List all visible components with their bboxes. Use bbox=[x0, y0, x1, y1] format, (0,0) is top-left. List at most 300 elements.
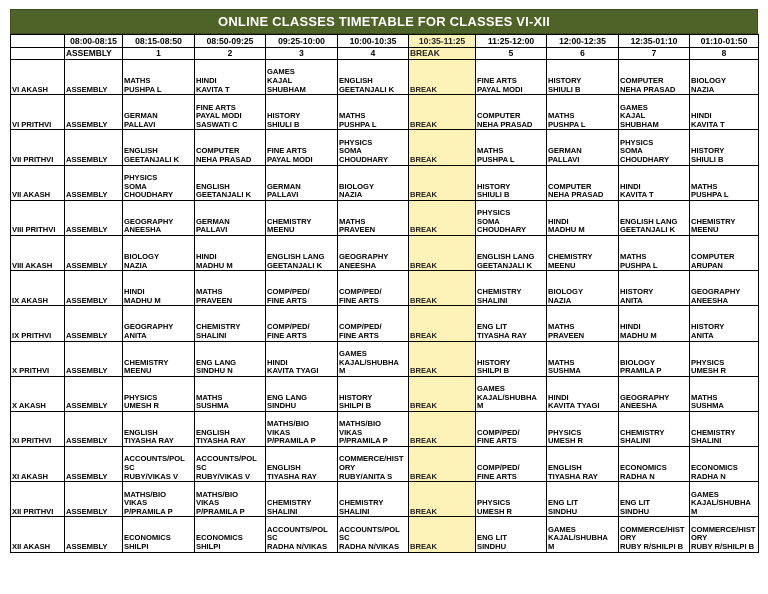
table-row bbox=[11, 447, 759, 482]
period-cell bbox=[195, 95, 266, 130]
assembly-cell bbox=[65, 517, 123, 552]
break-cell bbox=[409, 60, 476, 95]
period-cell bbox=[619, 200, 690, 235]
header-period-row bbox=[11, 48, 759, 60]
period-cell bbox=[476, 95, 547, 130]
break-cell bbox=[409, 447, 476, 482]
cell-line: COMMERCE/HIST bbox=[691, 524, 756, 534]
cell-line: BREAK bbox=[410, 190, 438, 200]
cell-line: HISTORY bbox=[620, 287, 654, 297]
period-cell bbox=[266, 376, 338, 411]
period-cell bbox=[266, 482, 338, 517]
cell-line: MATHS bbox=[691, 392, 718, 402]
class-name-cell: VI PRITHVI bbox=[11, 95, 65, 130]
cell-line: MADHU M bbox=[196, 260, 233, 270]
period-cell bbox=[619, 130, 690, 165]
cell-line: GEETANJALI K bbox=[477, 260, 533, 270]
table-row bbox=[11, 517, 759, 552]
cell-line: GAMES bbox=[339, 348, 367, 358]
cell-line: UMESH R bbox=[477, 506, 513, 516]
period-cell bbox=[619, 165, 690, 200]
cell-line: PHYSICS bbox=[620, 137, 654, 147]
period-cell bbox=[547, 95, 619, 130]
cell-line: MEENU bbox=[548, 260, 576, 270]
cell-line: GEETANJALI K bbox=[339, 84, 395, 94]
cell-line: ASSEMBLY bbox=[66, 542, 108, 552]
cell-line: SHALINI bbox=[339, 506, 370, 516]
cell-line: SOMA bbox=[477, 216, 500, 226]
cell-line: COMP/PED/ bbox=[339, 287, 382, 297]
period-cell bbox=[195, 200, 266, 235]
cell-line: SOMA bbox=[620, 146, 643, 156]
period-cell bbox=[690, 235, 759, 270]
cell-line: PUSHPA L bbox=[339, 119, 377, 129]
period-cell bbox=[690, 482, 759, 517]
period-cell bbox=[195, 306, 266, 341]
period-cell bbox=[619, 60, 690, 95]
period-cell bbox=[476, 200, 547, 235]
cell-line: ECONOMICS bbox=[196, 533, 243, 543]
cell-line: PHYSICS bbox=[691, 357, 725, 367]
period-cell bbox=[547, 517, 619, 552]
cell-line: KAVITA T bbox=[620, 190, 654, 200]
cell-line: ANEESHA bbox=[691, 295, 729, 305]
cell-line: MATHS bbox=[124, 76, 151, 85]
cell-line: SC bbox=[196, 463, 207, 473]
cell-line: PAYAL MODI bbox=[267, 154, 313, 164]
break-cell bbox=[409, 341, 476, 376]
period-cell bbox=[266, 341, 338, 376]
period-cell bbox=[690, 165, 759, 200]
cell-line: UMESH R bbox=[548, 436, 584, 446]
cell-line: KAVITA T bbox=[196, 84, 230, 94]
cell-line: COMP/PED/ bbox=[339, 322, 382, 332]
class-name-cell: XI AKASH bbox=[11, 447, 65, 482]
header-time-5: 10:00-10:35 bbox=[338, 35, 409, 48]
class-name-cell: VIII AKASH bbox=[11, 235, 65, 270]
cell-line: ANITA bbox=[620, 295, 643, 305]
cell-line: CHOUDHARY bbox=[339, 154, 389, 164]
cell-line: HISTORY bbox=[477, 357, 511, 367]
cell-line: HISTORY bbox=[339, 392, 373, 402]
cell-line: SC bbox=[124, 463, 135, 473]
cell-line: BREAK bbox=[410, 401, 438, 411]
header-period-3: 2 bbox=[195, 48, 266, 60]
period-cell bbox=[266, 60, 338, 95]
assembly-cell bbox=[65, 235, 123, 270]
cell-line: PALLAVI bbox=[124, 119, 156, 129]
cell-line: PHYSICS bbox=[477, 208, 511, 218]
cell-line: BIOLOGY bbox=[124, 251, 160, 261]
break-cell bbox=[409, 235, 476, 270]
period-cell bbox=[476, 165, 547, 200]
period-cell bbox=[547, 60, 619, 95]
cell-line: CHEMISTRY bbox=[620, 427, 665, 437]
table-row bbox=[11, 271, 759, 306]
assembly-cell bbox=[65, 447, 123, 482]
cell-line: KAJAL/SHUBHA bbox=[339, 357, 399, 367]
cell-line: P/PRAMILA P bbox=[267, 436, 316, 446]
break-cell bbox=[409, 376, 476, 411]
period-cell bbox=[266, 95, 338, 130]
period-cell bbox=[195, 271, 266, 306]
period-cell bbox=[690, 271, 759, 306]
cell-line: ENGLISH bbox=[548, 463, 582, 473]
period-cell bbox=[619, 271, 690, 306]
cell-line: ECONOMICS bbox=[691, 463, 738, 473]
cell-line: VIKAS bbox=[124, 498, 148, 508]
cell-line: BREAK bbox=[410, 225, 438, 235]
cell-line: ECONOMICS bbox=[620, 463, 667, 473]
cell-line: ANITA bbox=[124, 330, 147, 340]
table-row bbox=[11, 376, 759, 411]
class-name-cell: X PRITHVI bbox=[11, 341, 65, 376]
period-cell bbox=[619, 235, 690, 270]
cell-line: COMPUTER bbox=[477, 111, 521, 121]
cell-line: MEENU bbox=[267, 225, 295, 235]
period-cell bbox=[476, 482, 547, 517]
period-cell bbox=[123, 447, 195, 482]
header-period-4: 3 bbox=[266, 48, 338, 60]
period-cell bbox=[338, 200, 409, 235]
period-cell bbox=[266, 235, 338, 270]
header-time-4: 09:25-10:00 bbox=[266, 35, 338, 48]
cell-line: FINE ARTS bbox=[267, 330, 307, 340]
cell-line: TIYASHA RAY bbox=[267, 471, 317, 481]
cell-line: MADHU M bbox=[620, 330, 657, 340]
header-period-5: 4 bbox=[338, 48, 409, 60]
cell-line: SHALINI bbox=[267, 506, 298, 516]
cell-line: COMP/PED/ bbox=[477, 463, 520, 473]
cell-line: ENGLISH LANG bbox=[267, 251, 325, 261]
cell-line: BREAK bbox=[410, 542, 438, 552]
cell-line: CHEMISTRY bbox=[691, 216, 736, 226]
period-cell bbox=[123, 95, 195, 130]
cell-line: ASSEMBLY bbox=[66, 295, 108, 305]
cell-line: GAMES bbox=[691, 489, 719, 499]
cell-line: PHYSICS bbox=[477, 498, 511, 508]
break-cell bbox=[409, 271, 476, 306]
cell-line: FINE ARTS bbox=[477, 76, 517, 85]
cell-line: CHOUDHARY bbox=[477, 225, 527, 235]
cell-line: HINDI bbox=[196, 76, 217, 85]
class-name-cell: IX AKASH bbox=[11, 271, 65, 306]
cell-line: HINDI bbox=[620, 181, 641, 191]
cell-line: PALLAVI bbox=[196, 225, 228, 235]
period-cell bbox=[123, 376, 195, 411]
header-time-8: 12:00-12:35 bbox=[547, 35, 619, 48]
assembly-cell bbox=[65, 271, 123, 306]
period-cell bbox=[338, 60, 409, 95]
period-cell bbox=[123, 200, 195, 235]
class-name-cell: X AKASH bbox=[11, 376, 65, 411]
cell-line: COMP/PED/ bbox=[267, 287, 310, 297]
cell-line: GAMES bbox=[548, 524, 576, 534]
cell-line: ENG LIT bbox=[548, 498, 578, 508]
break-cell bbox=[409, 95, 476, 130]
cell-line: KAJAL bbox=[267, 76, 293, 85]
cell-line: PRAVEEN bbox=[548, 330, 585, 340]
cell-line: ACCOUNTS/POL bbox=[339, 524, 400, 534]
cell-line: COMMERCE/HIST bbox=[339, 454, 404, 464]
period-cell bbox=[195, 130, 266, 165]
header-corner bbox=[11, 35, 65, 48]
period-cell bbox=[195, 341, 266, 376]
period-cell bbox=[266, 165, 338, 200]
cell-line: MATHS bbox=[196, 287, 223, 297]
cell-line: ENGLISH bbox=[339, 76, 373, 85]
header-time-row bbox=[11, 35, 759, 48]
assembly-cell bbox=[65, 95, 123, 130]
cell-line: SHILPI B bbox=[339, 401, 372, 411]
period-cell bbox=[195, 376, 266, 411]
period-cell bbox=[476, 306, 547, 341]
cell-line: RUBY R/SHILPI B bbox=[691, 542, 755, 552]
period-cell bbox=[619, 411, 690, 446]
period-cell bbox=[266, 447, 338, 482]
cell-line: FINE ARTS bbox=[477, 436, 517, 446]
header-time-7: 11:25-12:00 bbox=[476, 35, 547, 48]
cell-line: GEOGRAPHY bbox=[620, 392, 670, 402]
period-cell bbox=[123, 306, 195, 341]
period-cell bbox=[476, 271, 547, 306]
cell-line: SHIULI B bbox=[691, 154, 724, 164]
cell-line: HISTORY bbox=[548, 76, 582, 85]
cell-line: M bbox=[691, 506, 698, 516]
period-cell bbox=[338, 517, 409, 552]
cell-line: ASSEMBLY bbox=[66, 330, 108, 340]
period-cell bbox=[619, 517, 690, 552]
cell-line: ASSEMBLY bbox=[66, 436, 108, 446]
cell-line: NEHA PRASAD bbox=[477, 119, 533, 129]
cell-line: SINDHU bbox=[620, 506, 650, 516]
cell-line: HINDI bbox=[196, 251, 217, 261]
cell-line: ENG LIT bbox=[477, 322, 507, 332]
cell-line: GEOGRAPHY bbox=[691, 287, 741, 297]
cell-line: ASSEMBLY bbox=[66, 260, 108, 270]
class-name-cell: XII AKASH bbox=[11, 517, 65, 552]
period-cell bbox=[338, 447, 409, 482]
period-cell bbox=[690, 306, 759, 341]
header-time-2: 08:15-08:50 bbox=[123, 35, 195, 48]
assembly-cell bbox=[65, 165, 123, 200]
cell-line: GEETANJALI K bbox=[196, 190, 252, 200]
cell-line: CHEMISTRY bbox=[691, 427, 736, 437]
cell-line: M bbox=[339, 366, 346, 376]
period-cell bbox=[338, 306, 409, 341]
class-name-cell: XII PRITHVI bbox=[11, 482, 65, 517]
cell-line: HISTORY bbox=[477, 181, 511, 191]
cell-line: KAJAL bbox=[620, 111, 646, 121]
header-period-8: 6 bbox=[547, 48, 619, 60]
cell-line: GEETANJALI K bbox=[267, 260, 323, 270]
cell-line: ENG LIT bbox=[620, 498, 650, 508]
period-cell bbox=[547, 130, 619, 165]
cell-line: ENGLISH LANG bbox=[620, 216, 678, 226]
cell-line: SHILPI B bbox=[477, 366, 510, 376]
cell-line: MEENU bbox=[124, 366, 152, 376]
cell-line: GAMES bbox=[477, 384, 505, 394]
period-cell bbox=[476, 376, 547, 411]
header-time-10: 01:10-01:50 bbox=[690, 35, 759, 48]
cell-line: GERMAN bbox=[124, 111, 158, 121]
class-name-cell: VII AKASH bbox=[11, 165, 65, 200]
period-cell bbox=[338, 482, 409, 517]
cell-line: RADHA N bbox=[691, 471, 726, 481]
cell-line: CHEMISTRY bbox=[267, 498, 312, 508]
cell-line: ENG LANG bbox=[196, 357, 237, 367]
period-cell bbox=[123, 341, 195, 376]
cell-line: SINDHU bbox=[477, 542, 507, 552]
cell-line: GEOGRAPHY bbox=[124, 216, 174, 226]
cell-line: CHEMISTRY bbox=[267, 216, 312, 226]
cell-line: MADHU M bbox=[124, 295, 161, 305]
period-cell bbox=[690, 200, 759, 235]
cell-line: ARUPAN bbox=[691, 260, 723, 270]
period-cell bbox=[619, 341, 690, 376]
period-cell bbox=[266, 130, 338, 165]
period-cell bbox=[476, 411, 547, 446]
timetable-grid bbox=[10, 34, 759, 553]
cell-line: BREAK bbox=[410, 84, 438, 94]
cell-line: CHOUDHARY bbox=[124, 190, 174, 200]
period-cell bbox=[619, 95, 690, 130]
header-period-6: BREAK bbox=[409, 48, 476, 60]
cell-line: NAZIA bbox=[691, 84, 715, 94]
header-period-9: 7 bbox=[619, 48, 690, 60]
cell-line: ENGLISH bbox=[267, 463, 301, 473]
period-cell bbox=[547, 411, 619, 446]
cell-line: GAMES bbox=[267, 67, 295, 77]
period-cell bbox=[547, 376, 619, 411]
cell-line: M bbox=[548, 542, 555, 552]
cell-line: HINDI bbox=[620, 322, 641, 332]
cell-line: PAYAL MODI bbox=[477, 84, 523, 94]
cell-line: ENG LIT bbox=[477, 533, 507, 543]
cell-line: GERMAN bbox=[548, 146, 582, 156]
table-row bbox=[11, 341, 759, 376]
period-cell bbox=[476, 517, 547, 552]
cell-line: TIYASHA RAY bbox=[548, 471, 598, 481]
cell-line: SHALINI bbox=[196, 330, 227, 340]
period-cell bbox=[476, 447, 547, 482]
period-cell bbox=[338, 95, 409, 130]
cell-line: KAVITA TYAGI bbox=[267, 366, 319, 376]
period-cell bbox=[619, 482, 690, 517]
period-cell bbox=[195, 235, 266, 270]
period-cell bbox=[195, 411, 266, 446]
header-period-corner bbox=[11, 48, 65, 60]
cell-line: ANEESHA bbox=[339, 260, 377, 270]
cell-line: HINDI bbox=[124, 287, 145, 297]
cell-line: TIYASHA RAY bbox=[477, 330, 527, 340]
table-row bbox=[11, 411, 759, 446]
cell-line: PRAVEEN bbox=[196, 295, 233, 305]
cell-line: SHALINI bbox=[477, 295, 508, 305]
cell-line: PALLAVI bbox=[267, 190, 299, 200]
cell-line: PUSHPA L bbox=[620, 260, 658, 270]
cell-line: COMP/PED/ bbox=[477, 427, 520, 437]
table-row bbox=[11, 60, 759, 95]
period-cell bbox=[266, 306, 338, 341]
cell-line: GEOGRAPHY bbox=[339, 251, 389, 261]
period-cell bbox=[266, 271, 338, 306]
cell-line: ANEESHA bbox=[124, 225, 162, 235]
cell-line: SOMA bbox=[124, 181, 147, 191]
cell-line: ORY bbox=[691, 533, 708, 543]
period-cell bbox=[476, 60, 547, 95]
period-cell bbox=[476, 341, 547, 376]
cell-line: MEENU bbox=[691, 225, 719, 235]
cell-line: PHYSICS bbox=[124, 392, 158, 402]
table-row bbox=[11, 482, 759, 517]
cell-line: RADHA N/VIKAS bbox=[267, 542, 328, 552]
assembly-cell bbox=[65, 130, 123, 165]
cell-line: ANITA bbox=[691, 330, 714, 340]
cell-line: RUBY/VIKAS V bbox=[124, 471, 179, 481]
table-row bbox=[11, 200, 759, 235]
cell-line: SUSHMA bbox=[691, 401, 724, 411]
class-name-cell: VIII PRITHVI bbox=[11, 200, 65, 235]
cell-line: MATHS bbox=[548, 357, 575, 367]
cell-line: PRAVEEN bbox=[339, 225, 376, 235]
cell-line: BIOLOGY bbox=[339, 181, 375, 191]
cell-line: ASSEMBLY bbox=[66, 84, 108, 94]
cell-line: SHILPI bbox=[196, 542, 221, 552]
period-cell bbox=[195, 447, 266, 482]
cell-line: SINDHU bbox=[267, 401, 297, 411]
cell-line: SUSHMA bbox=[548, 366, 581, 376]
cell-line: ACCOUNTS/POL bbox=[196, 454, 257, 464]
period-cell bbox=[547, 341, 619, 376]
period-cell bbox=[690, 60, 759, 95]
cell-line: ECONOMICS bbox=[124, 533, 171, 543]
period-cell bbox=[338, 411, 409, 446]
cell-line: UMESH R bbox=[124, 401, 160, 411]
cell-line: HISTORY bbox=[691, 322, 725, 332]
cell-line: SUSHMA bbox=[196, 401, 229, 411]
cell-line: PAYAL MODI bbox=[196, 111, 242, 121]
cell-line: CHEMISTRY bbox=[196, 322, 241, 332]
timetable-sheet bbox=[10, 9, 758, 553]
period-cell bbox=[619, 306, 690, 341]
cell-line: SHUBHAM bbox=[267, 84, 306, 94]
cell-line: GEOGRAPHY bbox=[124, 322, 174, 332]
period-cell bbox=[690, 95, 759, 130]
cell-line: GEETANJALI K bbox=[124, 154, 180, 164]
cell-line: ENGLISH bbox=[124, 427, 158, 437]
period-cell bbox=[266, 200, 338, 235]
period-cell bbox=[338, 130, 409, 165]
header-time-1: 08:00-08:15 bbox=[65, 35, 123, 48]
break-cell bbox=[409, 306, 476, 341]
period-cell bbox=[123, 482, 195, 517]
cell-line: FINE ARTS bbox=[196, 102, 236, 112]
period-cell bbox=[195, 482, 266, 517]
cell-line: HINDI bbox=[267, 357, 288, 367]
cell-line: COMPUTER bbox=[691, 251, 735, 261]
assembly-cell bbox=[65, 341, 123, 376]
header-period-10: 8 bbox=[690, 48, 759, 60]
cell-line: SC bbox=[267, 533, 278, 543]
period-cell bbox=[123, 271, 195, 306]
assembly-cell bbox=[65, 306, 123, 341]
cell-line: ENGLISH bbox=[196, 181, 230, 191]
table-row bbox=[11, 95, 759, 130]
cell-line: ASSEMBLY bbox=[66, 190, 108, 200]
cell-line: P/PRAMILA P bbox=[339, 436, 388, 446]
cell-line: GAMES bbox=[620, 102, 648, 112]
